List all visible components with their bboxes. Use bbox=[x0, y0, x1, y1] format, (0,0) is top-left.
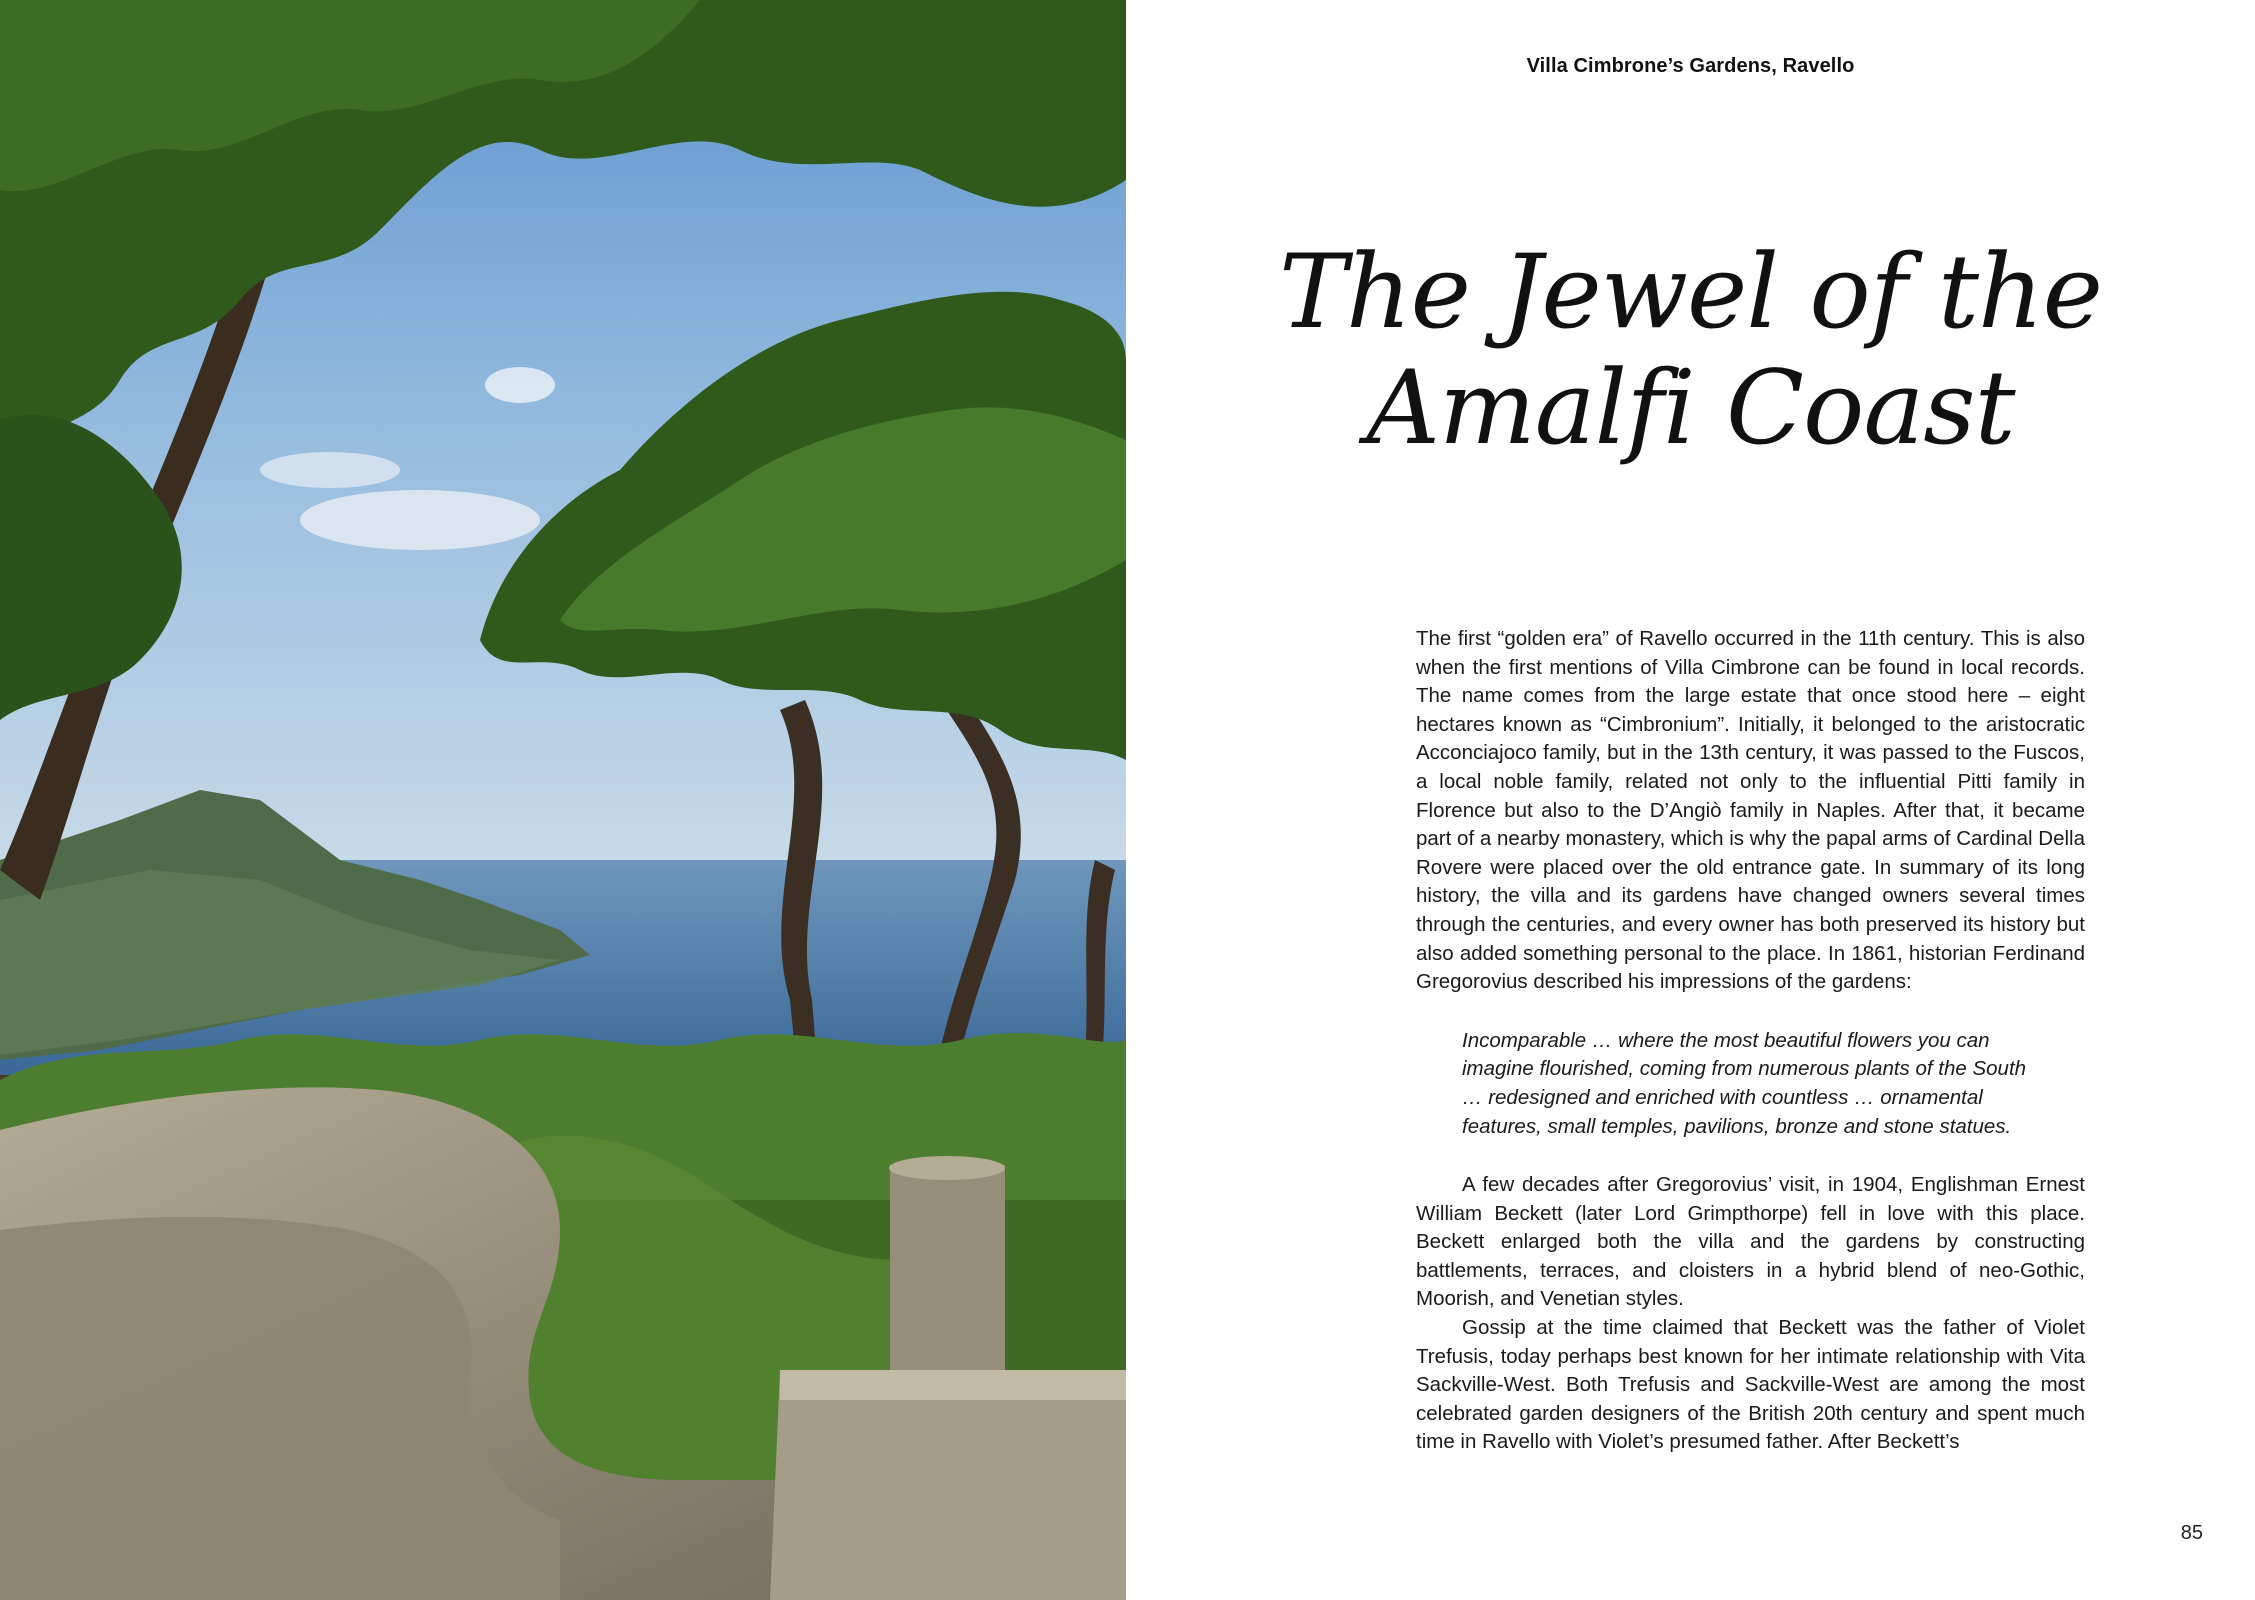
article-title-line-2: Amalfi Coast bbox=[1366, 349, 2015, 468]
text-page bbox=[1126, 0, 2255, 1600]
block-quote: Incomparable … where the most beautiful flowers you can imagine flourished, coming from numerous plants of the South … redesigned and enriched with countless … ornamental features, small temples, pavilions, bronze and stone statues. bbox=[1462, 1028, 2027, 1138]
article-title bbox=[1226, 235, 2155, 467]
page-number: 85 bbox=[2180, 1522, 2203, 1544]
garden-photo-illustration bbox=[0, 0, 1126, 1600]
article-title-line-1: The Jewel of the bbox=[1278, 233, 2103, 352]
body-paragraph-1: The first “golden era” of Ravello occurred in the 11th century. This is also when the first mentions of Villa Cimbrone can be found in local records. The name comes from the large estate that once stood here – eight hectares known as “Cimbronium”. Initially, it belonged to the aristocratic Acconciajoco family, but in the 13th century, it was passed to the Fuscos, a local noble family, related not only to the influential Pitti family in Florence but also to the D’Angiò family in Naples. After that, it became part of a nearby monastery, which is why the papal arms of Cardinal Della Rovere were placed over the old entrance gate. In summary of its long history, the villa and its gardens have changed owners several times through the centuries, and every owner has both preserved its history but also added something personal to the place. In 1861, historian Ferdinand Gregorovius described his impressions of the gardens: bbox=[1416, 627, 2085, 994]
article-body bbox=[1416, 625, 2085, 1457]
garden-photo bbox=[0, 0, 1126, 1600]
body-paragraph-3: Gossip at the time claimed that Beckett was the father of Violet Trefusis, today perhaps best known for her intimate relationship with Vita Sackville-West. Both Trefusis and Sackville-West are among the most celebrated garden designers of the British 20th century and spent much time in Ravello with Violet’s presumed father. After Beckett’s bbox=[1416, 1316, 2085, 1454]
running-head: Villa Cimbrone’s Gardens, Ravello bbox=[1526, 55, 1855, 77]
body-paragraph-2: A few decades after Gregorovius’ visit, in 1904, Englishman Ernest William Beckett (later Lord Grimpthorpe) fell in love with this place. Beckett enlarged both the villa and the gardens by constructing battlements, terraces, and cloisters in a hybrid blend of neo-Gothic, Moorish, and Venetian styles. bbox=[1416, 1173, 2085, 1311]
